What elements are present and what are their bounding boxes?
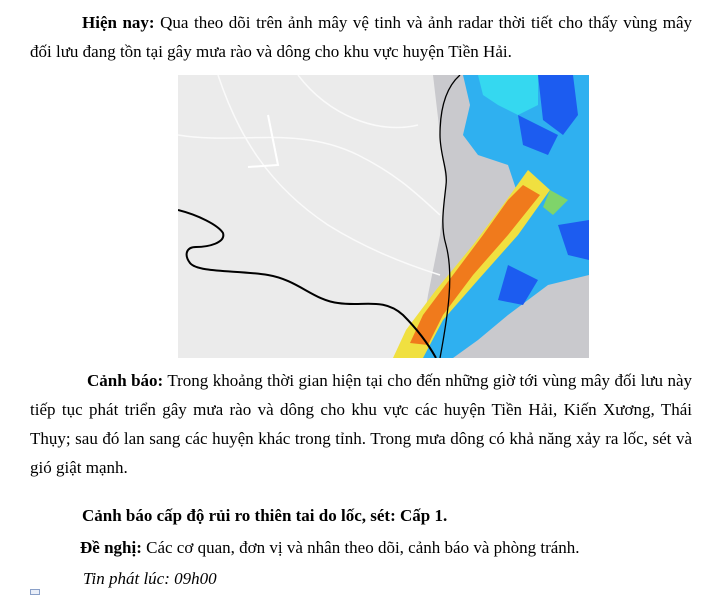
- warning-paragraph: [30, 366, 692, 482]
- recommendation-text: Các cơ quan, đơn vị và nhân theo dõi, cảnh báo và phòng tránh.: [141, 538, 580, 557]
- risk-level-line: Cảnh báo cấp độ rủi ro thiên tai do lốc, sét: Cấp 1.: [82, 506, 448, 525]
- warning-text: Trong khoảng thời gian hiện tại cho đến những giờ tới vùng mây đối lưu này tiếp tục phát triển gây mưa rào và dông cho khu vực các huyện Tiền Hải, Kiến Xương, Thái Thụy; sau đó lan sang các huyện khác trong tỉnh. Trong mưa dông có khả năng xảy ra lốc, sét và gió giật mạnh.: [30, 371, 692, 477]
- issue-time-line: Tin phát lúc: 09h00: [83, 569, 217, 588]
- recommendation-paragraph: [80, 533, 700, 562]
- current-status-text: Qua theo dõi trên ảnh mây vệ tinh và ảnh radar thời tiết cho thấy vùng mây đối lưu đang tồn tại gây mưa rào và dông cho khu vực huyện Tiền Hải.: [30, 13, 693, 61]
- warning-label: Cảnh báo:: [87, 371, 164, 390]
- current-status-paragraph: [30, 8, 692, 66]
- radar-map-image: [178, 75, 589, 358]
- broken-image-icon: [30, 589, 40, 595]
- current-status-label: Hiện nay:: [82, 13, 155, 32]
- recommendation-label: Đề nghị:: [80, 538, 142, 557]
